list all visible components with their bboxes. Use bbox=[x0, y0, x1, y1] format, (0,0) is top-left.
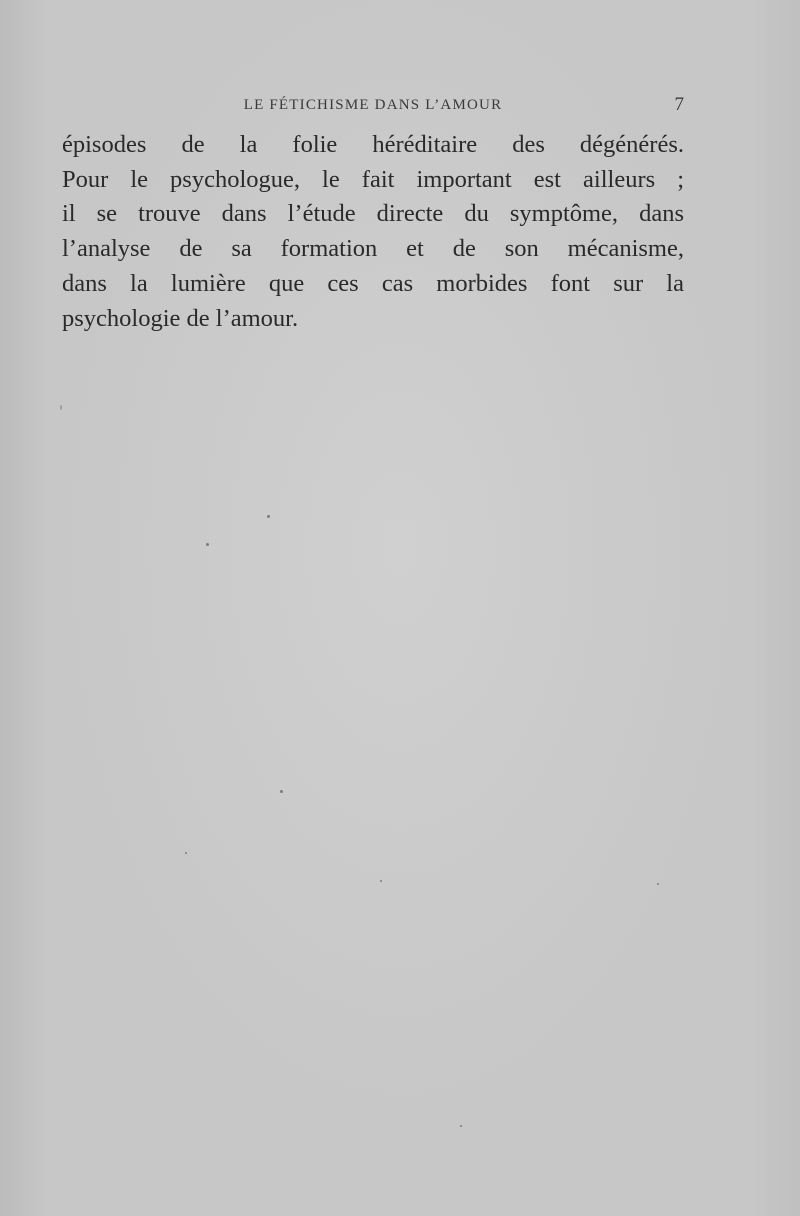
text-line: Pour le psychologue, le fait important est ailleurs ; bbox=[62, 165, 684, 193]
paper-speck bbox=[185, 852, 187, 854]
paper-speck bbox=[460, 1125, 462, 1127]
body-paragraph bbox=[62, 128, 684, 336]
text-line: épisodes de la folie héréditaire des dégénérés. bbox=[62, 131, 684, 158]
running-title: LE FÉTICHISME DANS L’AMOUR bbox=[243, 97, 503, 113]
text-line: psychologie de l’amour. bbox=[62, 304, 299, 332]
paper-speck bbox=[267, 515, 270, 518]
running-head bbox=[62, 92, 684, 118]
paper-speck bbox=[206, 543, 209, 546]
text-line: l’analyse de sa formation et de son mécanisme, bbox=[62, 235, 684, 263]
paper-speck bbox=[380, 880, 382, 882]
text-line: dans la lumière que ces cas morbides font sur la bbox=[62, 269, 684, 297]
text-line: il se trouve dans l’étude directe du symptôme, dans bbox=[62, 200, 684, 228]
paper-speck bbox=[60, 405, 62, 410]
paper-speck bbox=[657, 883, 659, 885]
page-number: 7 bbox=[674, 94, 684, 115]
paper-speck bbox=[280, 790, 283, 793]
